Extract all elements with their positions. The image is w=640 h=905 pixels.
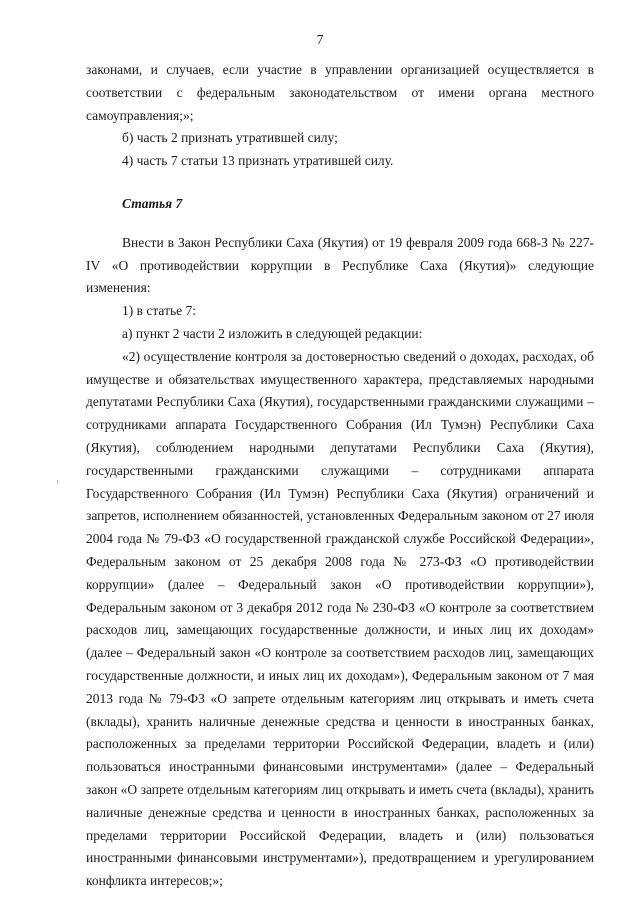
point-1: 1) в статье 7: xyxy=(122,303,196,319)
margin-mark xyxy=(57,480,58,484)
list-item: б) часть 2 признать утратившей силу; xyxy=(122,130,338,146)
article-heading: Статья 7 xyxy=(122,195,183,211)
list-item: 4) часть 7 статьи 13 признать утратившей силу. xyxy=(122,153,394,169)
quoted-amendment: «2) осуществление контроля за достоверностью сведений о доходах, расходах, об имуществе и обязательствах имущественного характера, представляемых народными депутатами Республики Саха (Якутия), государственными гражданскими служащими – сотрудниками аппарата Государственного Собрания (Ил Тумэн) Республики Саха (Якутия), соблюдением народными депутатами Республики Саха (Якутия), государственными гражданскими служащими – сотрудниками аппарата Государственного Собрания (Ил Тумэн) Республики Саха (Якутия) ограничений и запретов, исполнением обязанностей, установленных Федеральным законом от 27 июля 2004 года № 79-ФЗ «О государственной гражданской службе Российской Федерации», Федеральным законом от 25 декабря 2008 года № 273-ФЗ «О противодействии коррупции» (далее – Федеральный закон «О противодействии коррупции»), Федеральным законом от 3 декабря 2012 года № 230-ФЗ «О контроле за соответствием расходов лиц, замещающих государственные должности, и иных лиц их доходам» (далее – Федеральный закон «О контроле за соответствием расходов лиц, замещающих государственные должности, и иных лиц их доходам»), Федеральным законом от 7 мая 2013 года № 79-ФЗ «О запрете отдельным категориям лиц открывать и иметь счета (вклады), хранить наличные денежные средства и ценности в иностранных банках, расположенных за пределами территории Российской Федерации, владеть и (или) пользоваться иностранными финансовыми инструментами» (далее – Федеральный закон «О запрете отдельным категориям лиц открывать и иметь счета (вклады), хранить наличные денежные средства и ценности в иностранных банках, расположенных за пределами территории Российской Федерации, владеть и (или) пользоваться иностранными финансовыми инструментами»), предотвращением и урегулированием конфликта интересов;»; xyxy=(86,348,594,889)
article-intro: Внести в Закон Республики Саха (Якутия) от 19 февраля 2009 года 668-З № 227-IV «О противодействии коррупции в Республике Саха (Якутия)» следующие изменения: xyxy=(86,234,594,296)
page-number: 7 xyxy=(316,32,324,47)
sub-point-a: а) пункт 2 части 2 изложить в следующей редакции: xyxy=(122,325,423,341)
document-body xyxy=(86,59,594,893)
continuation-paragraph: законами, и случаев, если участие в управлении организацией осуществляется в соответствии с федеральным законодательством от имени органа местного самоуправления;»; xyxy=(86,62,594,123)
